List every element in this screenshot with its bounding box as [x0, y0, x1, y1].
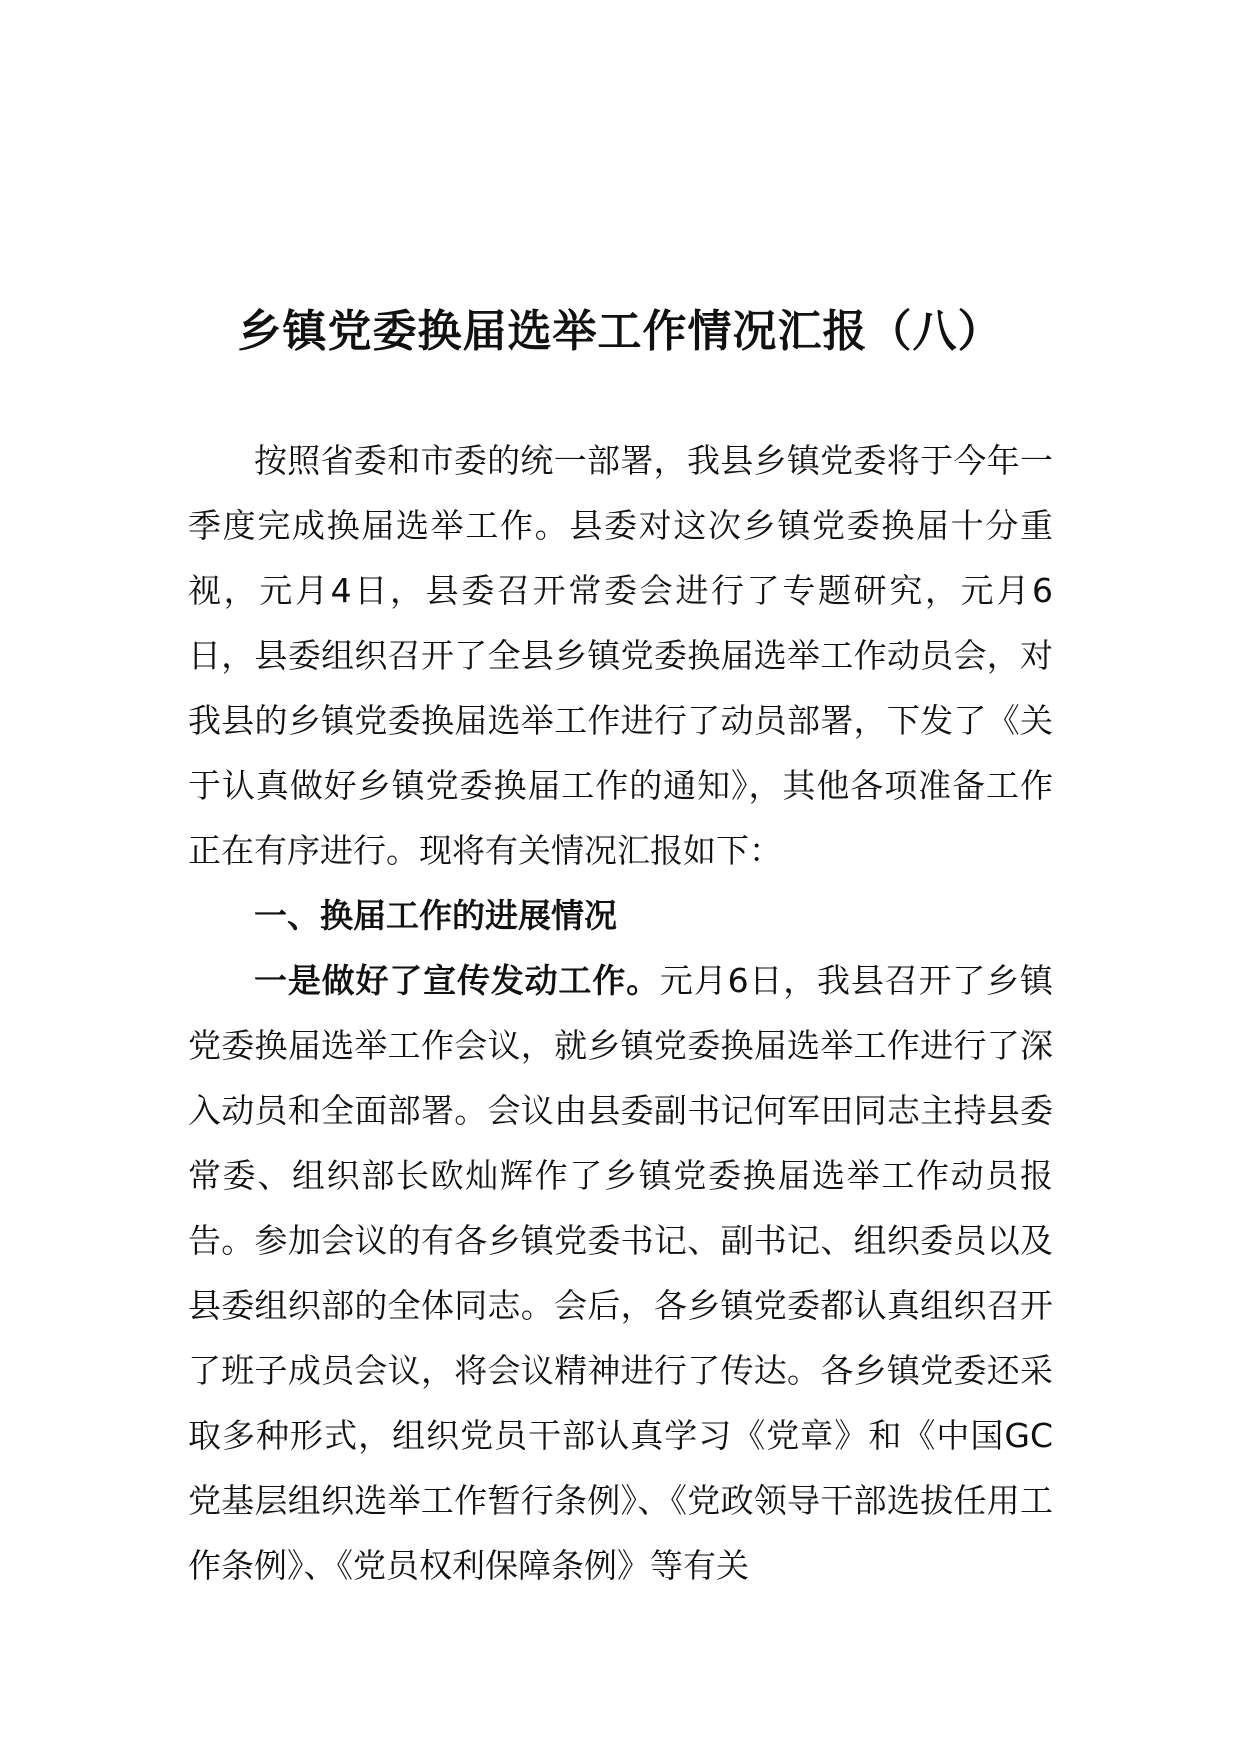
- document-title: 乡镇党委换届选举工作情况汇报（八）: [237, 306, 1003, 357]
- point-one-lead: 一是做好了宣传发动工作。: [254, 961, 660, 1000]
- point-one-text: 元月6日，我县召开了乡镇党委换届选举工作会议，就乡镇党委换届选举工作进行了深入动员和全面部署。会议由县委副书记何军田同志主持县委常委、组织部长欧灿辉作了乡镇党委换届选举工作动员报告。参加会议的有各乡镇党委书记、副书记、组织委员以及县委组织部的全体同志。会后，各乡镇党委都认真组织召开了班子成员会议，将会议精神进行了传达。各乡镇党委还采取多种形式，组织党员干部认真学习《党章》和《中国GC党基层组织选举工作暂行条例》、《党政领导干部选拔任用工作条例》、《党员权利保障条例》等有关: [188, 961, 1054, 1585]
- section-heading: 一、换届工作的进展情况: [254, 896, 617, 935]
- intro-paragraph: 按照省委和市委的统一部署，我县乡镇党委将于今年一季度完成换届选举工作。县委对这次乡镇党委换届十分重视，元月4日，县委召开常委会进行了专题研究，元月6日，县委组织召开了全县乡镇党委换届选举工作动员会，对我县的乡镇党委换届选举工作进行了动员部署，下发了《关于认真做好乡镇党委换届工作的通知》，其他各项准备工作正在有序进行。现将有关情况汇报如下：: [188, 441, 1053, 870]
- document-body: [188, 428, 1053, 1598]
- point-one-paragraph: [188, 948, 1053, 1598]
